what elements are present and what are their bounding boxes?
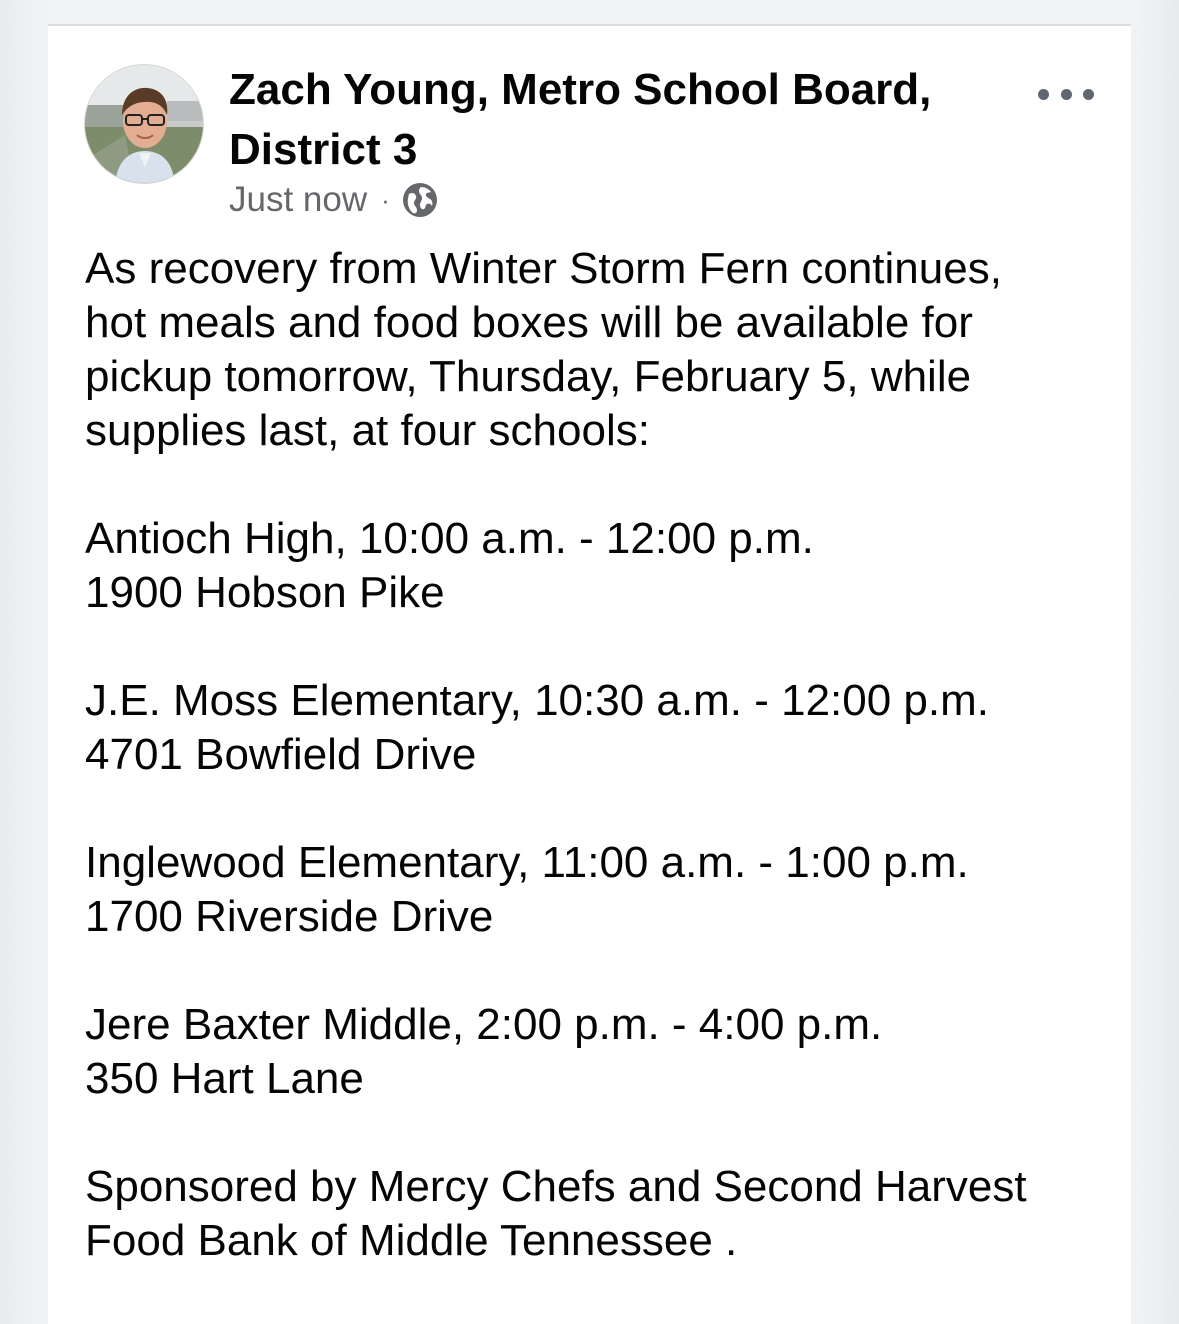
location-item <box>85 674 1095 782</box>
author-avatar[interactable] <box>84 64 204 184</box>
post-card <box>48 24 1131 1324</box>
location-item <box>85 998 1095 1106</box>
post-body <box>85 242 1095 1268</box>
post-sponsor <box>85 1160 1095 1268</box>
location-address: 1900 Hobson Pike <box>85 568 445 617</box>
location-address: 350 Hart Lane <box>85 1054 364 1103</box>
post-timestamp[interactable]: Just now <box>229 180 368 219</box>
intro-line: pickup tomorrow, Thursday, February 5, while <box>85 352 972 401</box>
more-dot <box>1038 89 1049 100</box>
location-address: 1700 Riverside Drive <box>85 892 494 941</box>
post-intro <box>85 242 1095 458</box>
more-dot <box>1083 89 1094 100</box>
location-name-time: Inglewood Elementary, 11:00 a.m. - 1:00 p.m. <box>85 838 969 887</box>
location-address: 4701 Bowfield Drive <box>85 730 477 779</box>
location-item <box>85 512 1095 620</box>
more-dot <box>1061 89 1072 100</box>
intro-line: hot meals and food boxes will be available for <box>85 298 973 347</box>
post-author-name[interactable]: Zach Young, Metro School Board, District 3 <box>229 65 932 174</box>
post-meta <box>229 178 438 222</box>
more-options-icon[interactable] <box>1038 82 1094 106</box>
intro-line: supplies last, at four schools: <box>85 406 650 455</box>
location-name-time: Antioch High, 10:00 a.m. - 12:00 p.m. <box>85 514 814 563</box>
location-item <box>85 836 1095 944</box>
sponsor-line: Food Bank of Middle Tennessee . <box>85 1216 738 1265</box>
location-name-time: Jere Baxter Middle, 2:00 p.m. - 4:00 p.m. <box>85 1000 883 1049</box>
globe-icon[interactable] <box>402 182 438 218</box>
location-name-time: J.E. Moss Elementary, 10:30 a.m. - 12:00 p.m. <box>85 676 989 725</box>
meta-separator: · <box>381 184 390 215</box>
avatar-photo <box>85 65 204 184</box>
intro-line: As recovery from Winter Storm Fern continues, <box>85 244 1002 293</box>
sponsor-line: Sponsored by Mercy Chefs and Second Harvest <box>85 1162 1027 1211</box>
